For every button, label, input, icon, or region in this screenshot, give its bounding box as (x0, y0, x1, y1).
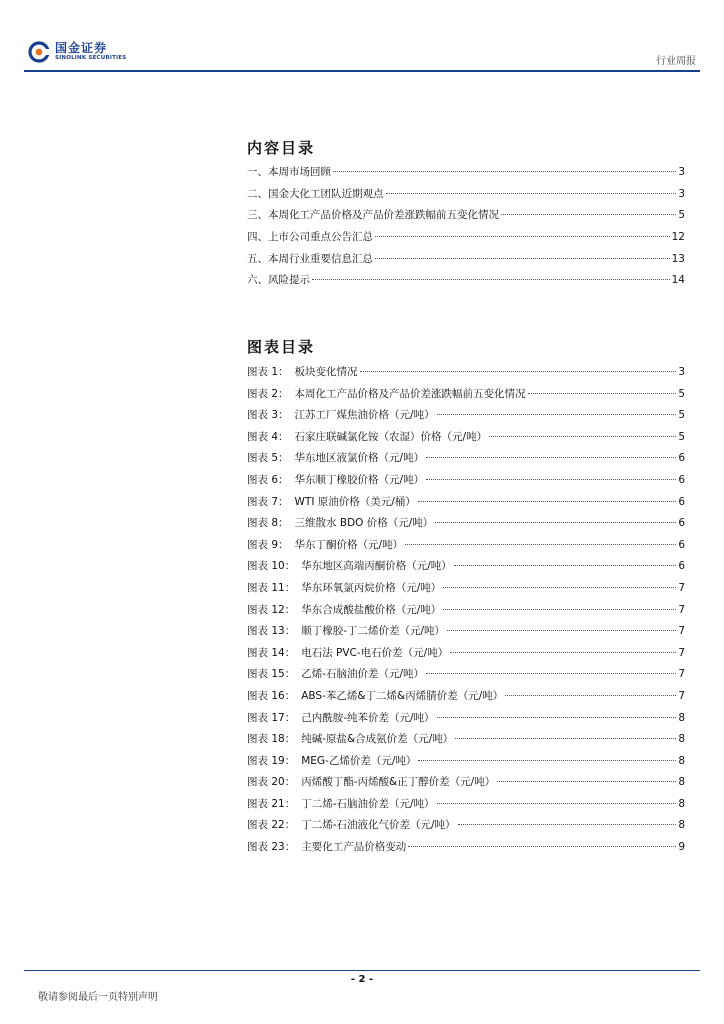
dot-leader (455, 738, 676, 739)
figure-label: 顺丁橡胶-丁二烯价差（元/吨） (301, 625, 446, 638)
figure-page: 8 (678, 819, 685, 832)
figures-title: 图表目录 (247, 338, 316, 356)
figure-number: 图表 17： (247, 711, 296, 724)
figure-entry[interactable] (247, 710, 685, 732)
figure-label: 华东地区高端丙酮价格（元/吨） (301, 560, 452, 573)
dot-leader (501, 214, 676, 215)
dot-leader (360, 371, 677, 372)
dot-leader (418, 760, 676, 761)
figure-page: 8 (678, 797, 685, 810)
figure-page: 6 (678, 538, 685, 551)
toc-title: 内容目录 (247, 139, 316, 157)
figure-page: 6 (678, 473, 685, 486)
header-divider (24, 70, 700, 72)
dot-leader (426, 457, 676, 458)
logo-chinese-name: 国金证券 (55, 41, 108, 55)
figure-page: 9 (678, 841, 685, 854)
figure-number: 图表 6： (247, 473, 289, 486)
figure-entry[interactable] (247, 580, 685, 602)
dot-leader (312, 279, 670, 280)
toc-entry-page: 3 (678, 166, 685, 178)
figure-number: 图表 18： (247, 733, 296, 746)
page-header (24, 40, 700, 70)
figure-page: 6 (678, 452, 685, 465)
dot-leader (405, 544, 676, 545)
footer-divider (24, 970, 700, 971)
figure-page: 6 (678, 560, 685, 573)
dot-leader (437, 414, 677, 415)
figure-page: 7 (678, 603, 685, 616)
toc-entry-label: 五、本周行业重要信息汇总 (247, 252, 373, 265)
dot-leader (437, 803, 677, 804)
figure-label: 乙烯-石脑油价差（元/吨） (301, 668, 425, 681)
figure-label: 丁二烯-石油液化气价差（元/吨） (301, 819, 456, 832)
figure-number: 图表 10： (247, 560, 296, 573)
figure-entry[interactable] (247, 450, 685, 472)
toc-entry-label: 六、风险提示 (247, 274, 310, 287)
figure-label: 石家庄联碱氯化铵（农湿）价格（元/吨） (294, 430, 488, 443)
report-type: 行业周报 (656, 56, 696, 67)
figure-number: 图表 19： (247, 754, 296, 767)
figure-label: 电石法 PVC-电石价差（元/吨） (301, 646, 449, 659)
figure-label: 己内酰胺-纯苯价差（元/吨） (301, 711, 435, 724)
toc-entry-page: 12 (671, 231, 685, 244)
dot-leader (418, 501, 677, 502)
toc-entry-page: 14 (671, 274, 685, 287)
figure-page: 3 (678, 366, 685, 378)
figure-number: 图表 20： (247, 776, 296, 789)
figure-number: 图表 21： (247, 797, 296, 810)
sinolink-logo-icon (28, 41, 50, 63)
sinolink-logo (28, 41, 126, 63)
toc-list (247, 164, 685, 294)
figure-entry[interactable] (247, 515, 685, 537)
figure-page: 8 (678, 711, 685, 724)
figure-number: 图表 11： (247, 581, 296, 594)
dot-leader (408, 846, 676, 847)
dot-leader (443, 609, 676, 610)
dot-leader (458, 824, 677, 825)
figure-page: 7 (678, 668, 685, 681)
figure-page: 5 (678, 387, 685, 400)
figure-label: 华东顺丁橡胶价格（元/吨） (294, 473, 425, 486)
figure-number: 图表 23： (247, 841, 296, 854)
toc-entry-page: 13 (671, 252, 685, 265)
figure-entry[interactable] (247, 796, 685, 818)
figure-number: 图表 15： (247, 668, 296, 681)
figure-page: 8 (678, 754, 685, 767)
dot-leader (497, 781, 676, 782)
toc-entry-page: 5 (678, 209, 685, 222)
toc-entry[interactable] (247, 251, 685, 273)
figure-page: 5 (678, 409, 685, 422)
toc-entry[interactable] (247, 272, 685, 294)
dot-leader (454, 565, 677, 566)
toc-entry-label: 三、本周化工产品价格及产品价差涨跌幅前五变化情况 (247, 209, 499, 222)
figure-label: 主要化工产品价格变动 (301, 841, 407, 854)
figure-entry[interactable] (247, 494, 685, 516)
dot-leader (489, 436, 676, 437)
figure-entry[interactable] (247, 407, 685, 429)
figure-entry[interactable] (247, 753, 685, 775)
figure-number: 图表 14： (247, 646, 296, 659)
figure-number: 图表 4： (247, 430, 289, 443)
figures-list (247, 364, 685, 861)
disclaimer-note: 敬请参阅最后一页特别声明 (38, 992, 158, 1003)
dot-leader (437, 717, 677, 718)
dot-leader (426, 673, 676, 674)
page-number: - 2 - (350, 974, 374, 985)
figure-label: 板块变化情况 (294, 366, 358, 378)
figure-number: 图表 1： (247, 366, 289, 378)
figure-page: 7 (678, 646, 685, 659)
figure-page: 7 (678, 689, 685, 702)
figure-entry[interactable] (247, 817, 685, 839)
figure-entry[interactable] (247, 537, 685, 559)
figure-entry[interactable] (247, 688, 685, 710)
figure-entry[interactable] (247, 558, 685, 580)
dot-leader (333, 171, 676, 172)
figure-page: 6 (678, 517, 685, 530)
figure-number: 图表 2： (247, 387, 289, 400)
figure-number: 图表 16： (247, 689, 296, 702)
toc-entry[interactable] (247, 229, 685, 251)
figure-label: 华东地区液氯价格（元/吨） (294, 452, 425, 465)
figure-label: MEG-乙烯价差（元/吨） (301, 754, 417, 767)
toc-entry-label: 一、本周市场回顾 (247, 166, 331, 178)
figure-page: 5 (678, 430, 685, 443)
figure-number: 图表 9： (247, 538, 289, 551)
figure-number: 图表 5： (247, 452, 289, 465)
figure-entry[interactable] (247, 472, 685, 494)
dot-leader (450, 652, 676, 653)
figure-page: 8 (678, 776, 685, 789)
figure-page: 8 (678, 733, 685, 746)
figure-entry[interactable] (247, 602, 685, 624)
figure-entry[interactable] (247, 429, 685, 451)
figure-label: ABS-苯乙烯&丁二烯&丙烯腈价差（元/吨） (301, 689, 504, 702)
figure-page: 6 (678, 495, 685, 508)
figure-number: 图表 13： (247, 625, 296, 638)
figure-label: 丙烯酸丁酯-丙烯酸&正丁醇价差（元/吨） (301, 776, 496, 789)
figure-number: 图表 22： (247, 819, 296, 832)
dot-leader (447, 630, 676, 631)
figure-number: 图表 7： (247, 495, 289, 508)
figure-number: 图表 3： (247, 409, 289, 422)
toc-entry[interactable] (247, 164, 685, 186)
figure-entry[interactable] (247, 774, 685, 796)
figure-entry[interactable] (247, 666, 685, 688)
figure-label: 华东合成酸盐酸价格（元/吨） (301, 603, 442, 616)
figure-label: 江苏工厂煤焦油价格（元/吨） (294, 409, 435, 422)
figure-entry[interactable] (247, 623, 685, 645)
figure-label: 纯碱-原盐&合成氨价差（元/吨） (301, 733, 454, 746)
figure-label: 丁二烯-石脑油价差（元/吨） (301, 797, 435, 810)
toc-entry-page: 3 (678, 187, 685, 200)
dot-leader (426, 479, 676, 480)
toc-entry[interactable] (247, 207, 685, 229)
figure-label: 本周化工产品价格及产品价差涨跌幅前五变化情况 (294, 387, 526, 400)
figure-label: WTI 原油价格（美元/桶） (294, 495, 416, 508)
figure-entry[interactable] (247, 386, 685, 408)
figure-page: 7 (678, 581, 685, 594)
figure-label: 华东环氧氯丙烷价格（元/吨） (301, 581, 442, 594)
figure-label: 华东丁酮价格（元/吨） (294, 538, 404, 551)
figure-number: 图表 12： (247, 603, 296, 616)
figure-entry[interactable] (247, 839, 685, 861)
toc-entry[interactable] (247, 186, 685, 208)
toc-entry-label: 四、上市公司重点公告汇总 (247, 231, 373, 244)
figure-entry[interactable] (247, 645, 685, 667)
figure-entry[interactable] (247, 731, 685, 753)
figure-page: 7 (678, 625, 685, 638)
dot-leader (375, 258, 670, 259)
dot-leader (375, 236, 670, 237)
toc-entry-label: 二、国金大化工团队近期观点 (247, 187, 384, 200)
figure-number: 图表 8： (247, 517, 289, 530)
figure-entry[interactable] (247, 364, 685, 386)
dot-leader (528, 393, 677, 394)
figure-label: 三维散水 BDO 价格（元/吨） (294, 517, 434, 530)
dot-leader (505, 695, 676, 696)
logo-english-name: SINOLINK SECURITIES (55, 55, 127, 61)
dot-leader (435, 522, 676, 523)
dot-leader (386, 193, 677, 194)
dot-leader (443, 587, 676, 588)
